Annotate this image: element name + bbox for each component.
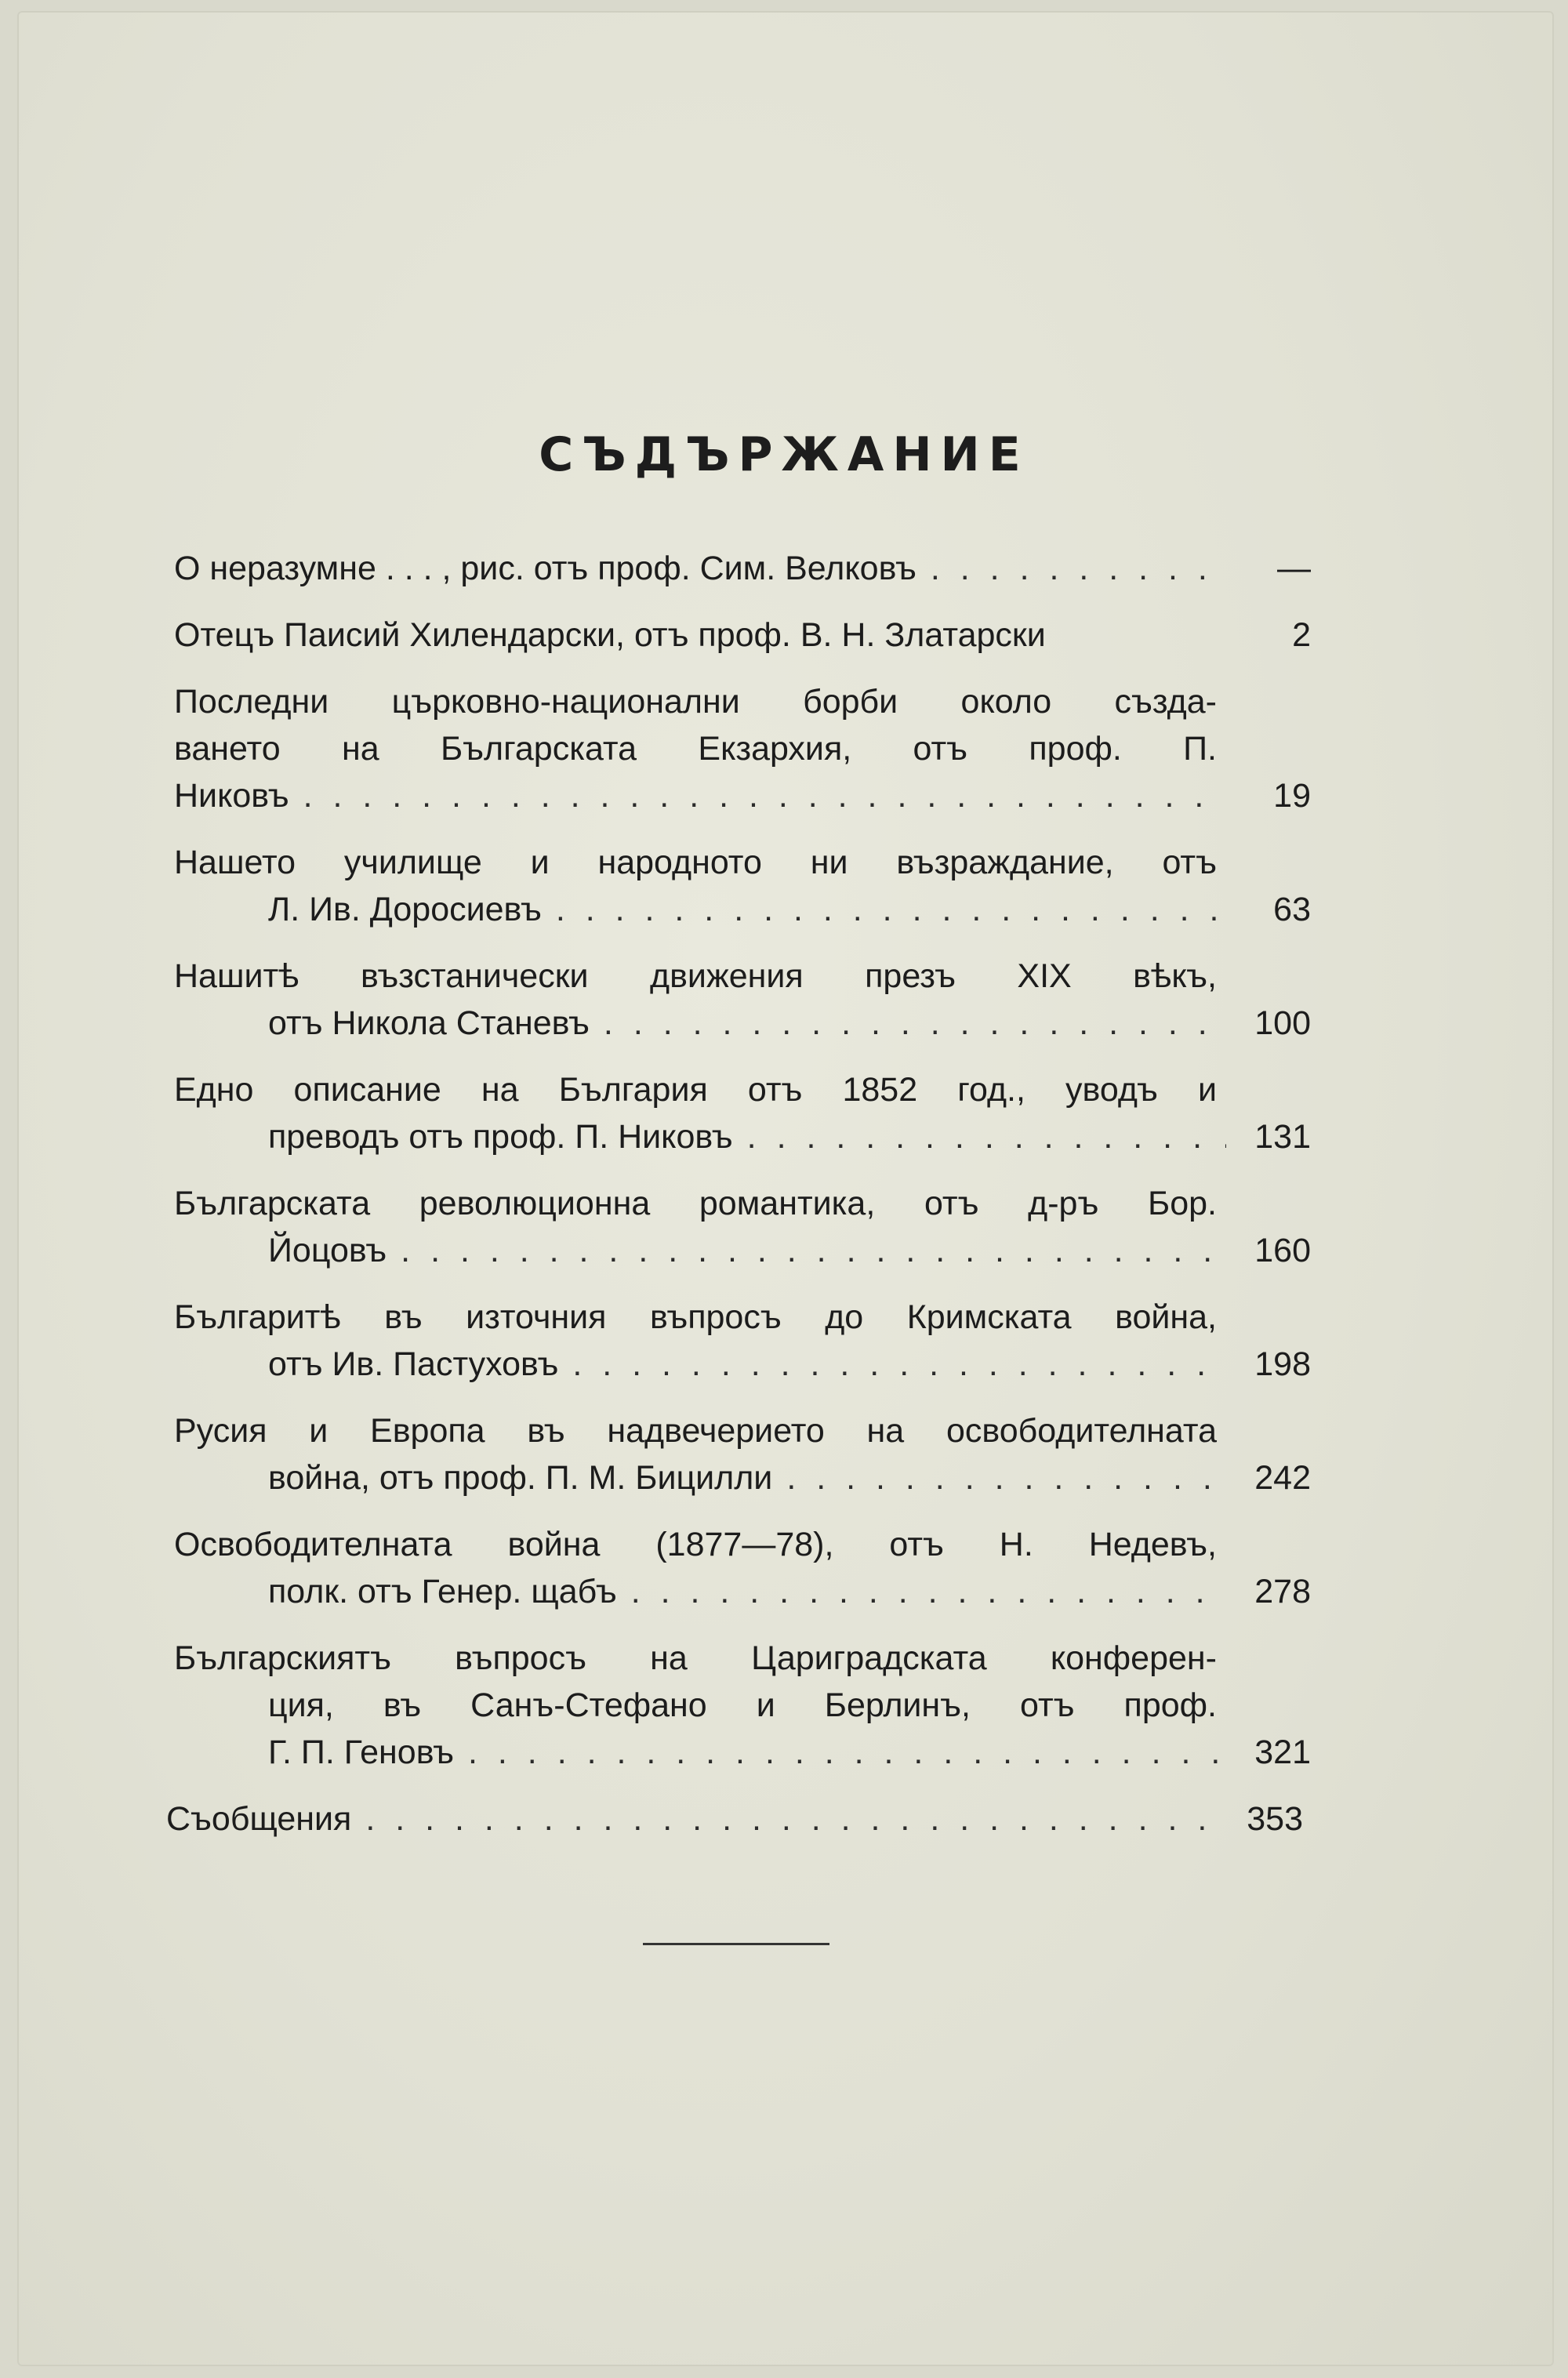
entry-title-line: преводъ отъ проф. П. Никовъ: [268, 1118, 733, 1156]
toc-entry: [174, 545, 1319, 592]
entry-title-line: Едно описание на България отъ 1852 год., уводъ и: [174, 1071, 1217, 1109]
toc-entry: [174, 1635, 1319, 1776]
page-number: 63: [1273, 891, 1311, 928]
dot-leader: [631, 1568, 1226, 1615]
page-number: 321: [1254, 1734, 1311, 1771]
toc-entry: [174, 1294, 1319, 1388]
dot-leader: [556, 886, 1226, 933]
page-number: 242: [1254, 1459, 1311, 1497]
entry-title-line: Отецъ Паисий Хилендарски, отъ проф. В. Н. Златарски: [174, 616, 1046, 654]
entry-title-line: война, отъ проф. П. М. Бицилли: [268, 1459, 773, 1497]
page-number: —: [1277, 550, 1311, 587]
entry-title-line: Българитѣ въ източния въпросъ до Кримската война,: [174, 1298, 1217, 1336]
dot-leader: [468, 1729, 1226, 1776]
dot-leader: [401, 1227, 1226, 1274]
entry-title-line: Българската революционна романтика, отъ д-ръ Бор.: [174, 1185, 1217, 1222]
entry-title-line: ването на Българската Екзархия, отъ проф. П.: [174, 730, 1217, 768]
toc-entry: [174, 612, 1319, 659]
entry-title-line: Йоцовъ: [268, 1232, 387, 1269]
toc-entry: [174, 1180, 1319, 1274]
page-number: 131: [1254, 1118, 1311, 1156]
entry-title-line: Нашитѣ възстанически движения презъ XIX вѣкъ,: [174, 957, 1217, 995]
entry-title-line: Освободителната война (1877—78), отъ Н. Недевъ,: [174, 1526, 1217, 1563]
toc-entry: [174, 678, 1319, 819]
toc-entry: [174, 1066, 1319, 1160]
entry-title-line: Съобщения: [166, 1800, 352, 1838]
entry-title-line: О неразумне . . . , рис. отъ проф. Сим. Велковъ: [174, 550, 916, 587]
entry-title-line: Русия и Европа въ надвечерието на освободителната: [174, 1412, 1217, 1450]
page-number: 198: [1254, 1345, 1311, 1383]
dot-leader: [786, 1454, 1226, 1501]
dot-leader: [572, 1341, 1226, 1388]
entry-title-line: Никовъ: [174, 777, 289, 815]
table-of-contents: [166, 545, 1319, 1862]
entry-title-line: Последни църковно-национални борби около създа-: [174, 683, 1217, 721]
page-number: 19: [1273, 777, 1311, 815]
toc-entry: [166, 1795, 1319, 1842]
page-title: СЪДЪРЖАНИЕ: [539, 427, 1029, 482]
toc-entry: [174, 1521, 1319, 1615]
page-number: 353: [1247, 1800, 1303, 1838]
page-number: 160: [1254, 1232, 1311, 1269]
entry-title-line: полк. отъ Генер. щабъ: [268, 1573, 617, 1610]
entry-title-line: отъ Никола Станевъ: [268, 1004, 590, 1042]
entry-title-line: ция, въ Санъ-Стефано и Берлинъ, отъ проф.: [268, 1686, 1217, 1724]
dot-leader: [931, 545, 1226, 592]
dot-leader: [365, 1795, 1218, 1842]
closing-rule: [643, 1943, 829, 1945]
page-number: 2: [1292, 616, 1311, 654]
toc-entry: [174, 839, 1319, 933]
entry-title-line: Българскиятъ въпросъ на Цариградската конферен-: [174, 1639, 1217, 1677]
dot-leader: [604, 1000, 1226, 1047]
page-number: 278: [1254, 1573, 1311, 1610]
entry-title-line: Г. П. Геновъ: [268, 1734, 455, 1771]
toc-entry: [174, 1407, 1319, 1501]
entry-title-line: отъ Ив. Пастуховъ: [268, 1345, 559, 1383]
toc-entry: [174, 953, 1319, 1047]
dot-leader: [303, 772, 1226, 819]
page-number: 100: [1254, 1004, 1311, 1042]
entry-title-line: Л. Ив. Доросиевъ: [268, 891, 542, 928]
entry-title-line: Нашето училище и народното ни възраждание, отъ: [174, 844, 1217, 881]
dot-leader: [747, 1113, 1226, 1160]
